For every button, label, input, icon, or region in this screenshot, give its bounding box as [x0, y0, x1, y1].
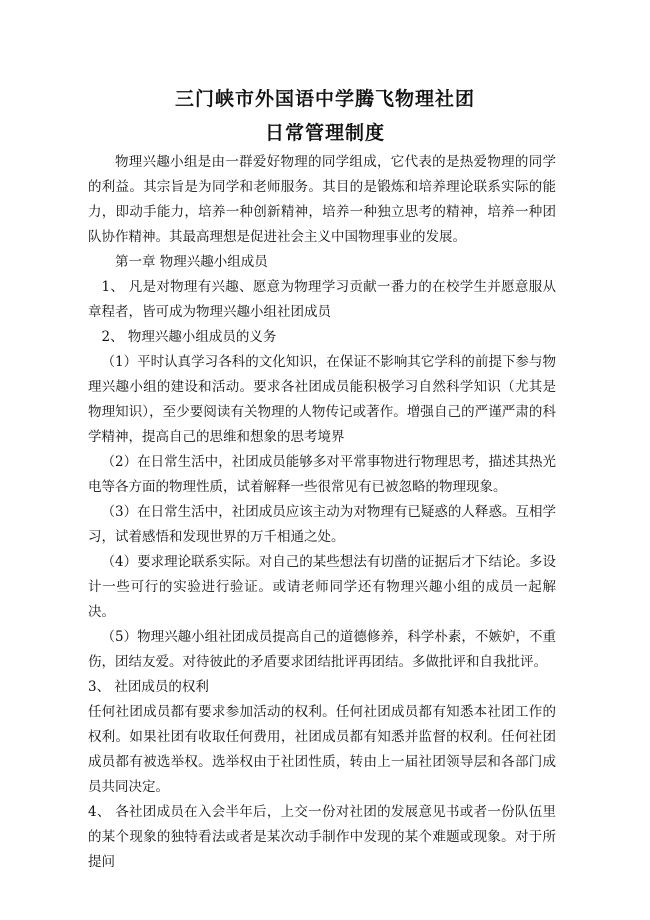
document-title-line2: 日常管理制度: [264, 122, 385, 144]
document-body: [88, 150, 556, 875]
duty-4: （4）要求理论联系实际。对自己的某些想法有切凿的证据后才下结论。多设计一些可行的实验进行验证。或请老师同学还有物理兴趣小组的成员一起解决。: [88, 554, 556, 620]
duty-5: （5）物理兴趣小组社团成员提高自己的道德修养，科学朴素，不嫉妒，不重伤，团结友爱。对待彼此的矛盾要求团结批评再团结。多做批评和自我批评。: [88, 629, 556, 670]
chapter-heading: 第一章 物理兴趣小组成员: [115, 254, 268, 270]
item-4: 4、 各社团成员在入会半年后，上交一份对社团的发展意见书或者一份队伍里的某个现象的独特看法或者是某次动手制作中发现的某个难题或现象。对于所提问: [88, 804, 556, 870]
document-title-line1: 三门峡市外国语中学腾飞物理社团: [174, 88, 475, 110]
duty-1: （1）平时认真学习各科的文化知识，在保证不影响其它学科的前提下参与物理兴趣小组的建设和活动。要求各社团成员能积极学习自然科学知识（尤其是物理知识），至少要阅读有关物理的人物传记或著作。增强自己的严谨严肃的科学精神，提高自己的思维和想象的思考境界: [88, 354, 556, 445]
item-1: 1、 凡是对物理有兴趣、愿意为物理学习贡献一番力的在校学生并愿意服从章程者，皆可成为物理兴趣小组社团成员: [88, 279, 556, 320]
item-2-heading: 2、 物理兴趣小组成员的义务: [101, 329, 277, 345]
duty-3: （3）在日常生活中，社团成员应该主动为对物理有已疑惑的人释惑。互相学习，试着感悟和发现世界的万千相通之处。: [88, 504, 556, 545]
duty-2: （2）在日常生活中，社团成员能够多对平常事物进行物理思考，描述其热光电等各方面的物理性质，试着解释一些很常见有已被忽略的物理现象。: [88, 454, 556, 495]
item-3-heading: 3、 社团成员的权利: [88, 679, 209, 695]
intro-paragraph: 物理兴趣小组是由一群爱好物理的同学组成，它代表的是热爱物理的同学的利益。其宗旨是为同学和老师服务。其目的是锻炼和培养理论联系实际的能力，即动手能力，培养一种创新精神，培养一种独立思考的精神，培养一种团队协作精神。其最高理想是促进社会主义中国物理事业的发展。: [88, 154, 556, 245]
rights-paragraph: 任何社团成员都有要求参加活动的权利。任何社团成员都有知悉本社团工作的权利。如果社团有收取任何费用，社团成员都有知悉并监督的权利。任何社团成员都有被选举权。选举权由于社团性质，转由上一届社团领导层和各部门成员共同决定。: [88, 704, 556, 795]
